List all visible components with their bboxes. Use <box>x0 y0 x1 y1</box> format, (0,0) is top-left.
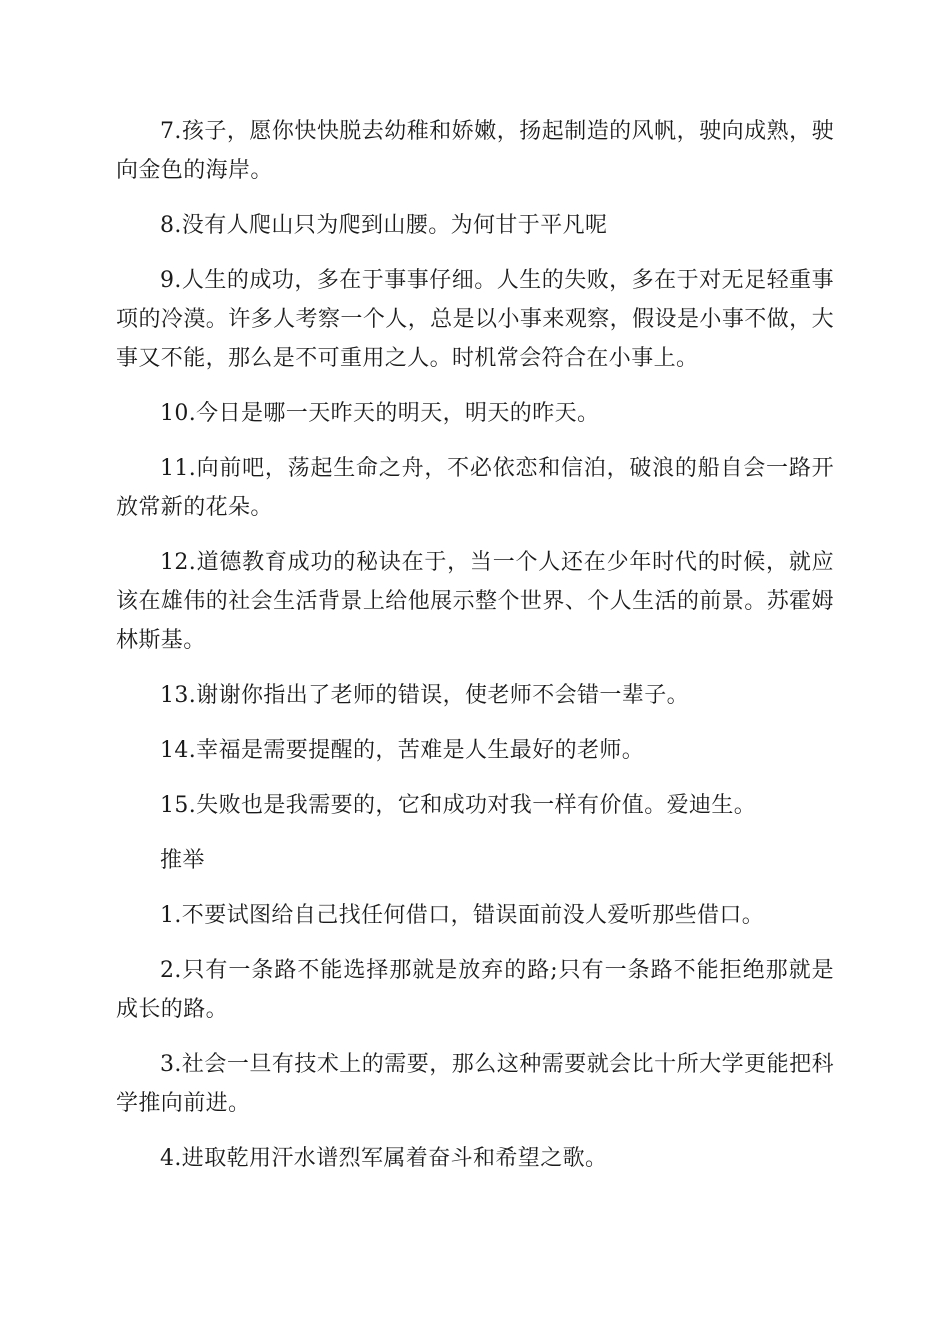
paragraph-quote-10: 10.今日是哪一天昨天的明天，明天的昨天。 <box>160 401 600 426</box>
paragraph-recommend-3: 3.社会一旦有技术上的需要，那么这种需要就会比十所大学更能把科学推向前进。 <box>116 1052 834 1116</box>
paragraph-recommend-1: 1.不要试图给自己找任何借口，错误面前没人爱听那些借口。 <box>160 903 765 928</box>
paragraph-quote-14: 14.幸福是需要提醒的，苦难是人生最好的老师。 <box>160 738 645 763</box>
paragraph-quote-13: 13.谢谢你指出了老师的错误，使老师不会错一辈子。 <box>160 683 689 708</box>
section-heading: 推举 <box>160 848 205 873</box>
document-body <box>116 112 834 1194</box>
paragraph-quote-8: 8.没有人爬山只为爬到山腰。为何甘于平凡呢 <box>160 213 608 238</box>
paragraph-recommend-4: 4.进取乾用汗水谱烈军属着奋斗和希望之歌。 <box>160 1146 608 1171</box>
paragraph-quote-9: 9.人生的成功，多在于事事仔细。人生的失败，多在于对无足轻重事项的冷漠。许多人考察一个人，总是以小事来观察，假设是小事不做，大事又不能，那么是不可重用之人。时机常会符合在小事上。 <box>116 268 834 371</box>
paragraph-quote-11: 11.向前吧，荡起生命之舟，不必依恋和信泊，破浪的船自会一路开放常新的花朵。 <box>116 456 834 520</box>
paragraph-quote-15: 15.失败也是我需要的，它和成功对我一样有价值。爱迪生。 <box>160 793 757 818</box>
paragraph-quote-7: 7.孩子，愿你快快脱去幼稚和娇嫩，扬起制造的风帆，驶向成熟，驶向金色的海岸。 <box>116 119 834 183</box>
paragraph-quote-12: 12.道德教育成功的秘诀在于，当一个人还在少年时代的时候，就应该在雄伟的社会生活背景上给他展示整个世界、个人生活的前景。苏霍姆林斯基。 <box>116 550 834 653</box>
paragraph-recommend-2: 2.只有一条路不能选择那就是放弃的路;只有一条路不能拒绝那就是成长的路。 <box>116 958 834 1022</box>
